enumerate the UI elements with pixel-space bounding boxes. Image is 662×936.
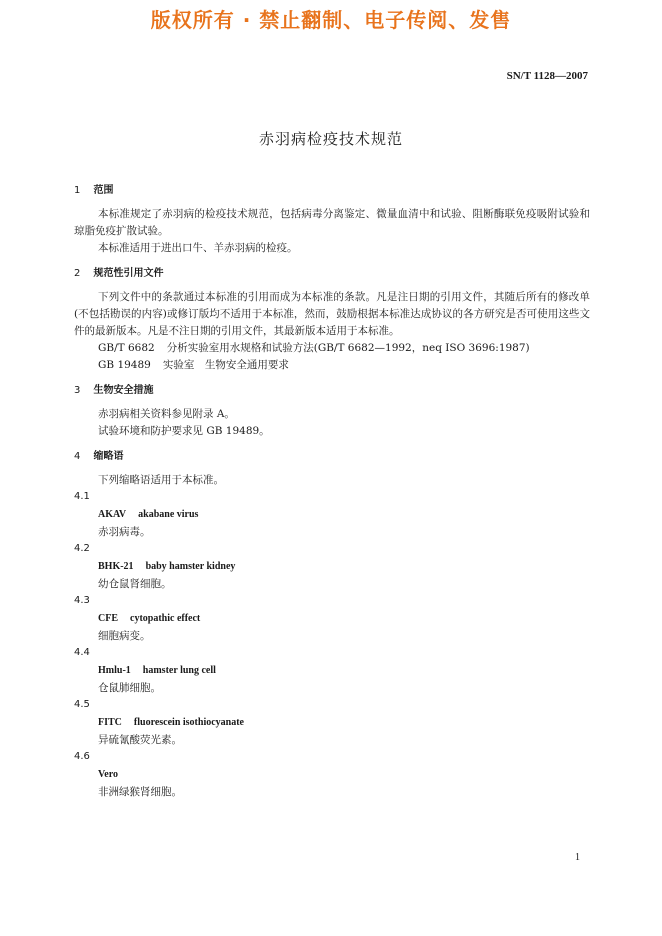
paragraph: 试验环境和防护要求见 GB 19489。 (98, 425, 270, 437)
section-biosafety (74, 382, 590, 440)
page-number: 1 (575, 852, 580, 863)
term-number: 4.4 (74, 647, 90, 658)
paragraph: 赤羽病相关资料参见附录 A。 (98, 408, 235, 420)
reference-item: GB/T 6682 分析实验室用水规格和试验方法(GB/T 6682—1992，neq ISO 3696:1987) (98, 342, 530, 354)
term-entry: CFE cytopathic effect (98, 613, 201, 624)
term-definition: 异硫氰酸荧光素。 (98, 734, 182, 746)
document-title: 赤羽病检疫技术规范 (258, 130, 403, 148)
term-entry: AKAV akabane virus (98, 509, 199, 520)
section-heading: 1 范围 (74, 185, 114, 196)
term-definition: 细胞病变。 (98, 630, 151, 642)
reference-item: GB 19489 实验室 生物安全通用要求 (98, 359, 289, 371)
paragraph: 本标准规定了赤羽病的检疫技术规范，包括病毒分离鉴定、微量血清中和试验、阻断酶联免疫吸附试验和琼脂免疫扩散试验。 (74, 208, 590, 237)
term-entry: Hmlu-1 hamster lung cell (98, 665, 216, 676)
section-heading: 4 缩略语 (74, 451, 124, 462)
term-number: 4.3 (74, 595, 90, 606)
paragraph: 下列文件中的条款通过本标准的引用而成为本标准的条款。凡是注日期的引用文件，其随后所有的修改单(不包括勘误的内容)或修订版均不适用于本标准，然而，鼓励根据本标准达成协议的各方研究是否可使用这些文件的最新版本。凡是不注日期的引用文件，其最新版本适用于本标准。 (74, 291, 590, 337)
section-abbreviations (74, 448, 590, 801)
section-normative-references (74, 265, 590, 374)
term-definition: 赤羽病毒。 (98, 526, 151, 538)
term-number: 4.1 (74, 491, 90, 502)
copyright-banner: 版权所有 · 禁止翻制、电子传阅、发售 (150, 8, 512, 32)
term-definition: 仓鼠肺细胞。 (98, 682, 161, 694)
section-heading: 2 规范性引用文件 (74, 268, 164, 279)
term-number: 4.6 (74, 751, 90, 762)
paragraph: 下列缩略语适用于本标准。 (98, 474, 224, 486)
term-definition: 非洲绿猴肾细胞。 (98, 786, 182, 798)
term-entry: Vero (98, 769, 118, 780)
term-entry: FITC fluorescein isothiocyanate (98, 717, 244, 728)
document-body (74, 182, 590, 801)
term-definition: 幼仓鼠肾细胞。 (98, 578, 172, 590)
term-number: 4.5 (74, 699, 90, 710)
term-number: 4.2 (74, 543, 90, 554)
section-scope (74, 182, 590, 257)
term-entry: BHK-21 baby hamster kidney (98, 561, 236, 572)
section-heading: 3 生物安全措施 (74, 385, 154, 396)
paragraph: 本标准适用于进出口牛、羊赤羽病的检疫。 (98, 242, 298, 254)
standard-number: SN/T 1128—2007 (506, 70, 588, 82)
